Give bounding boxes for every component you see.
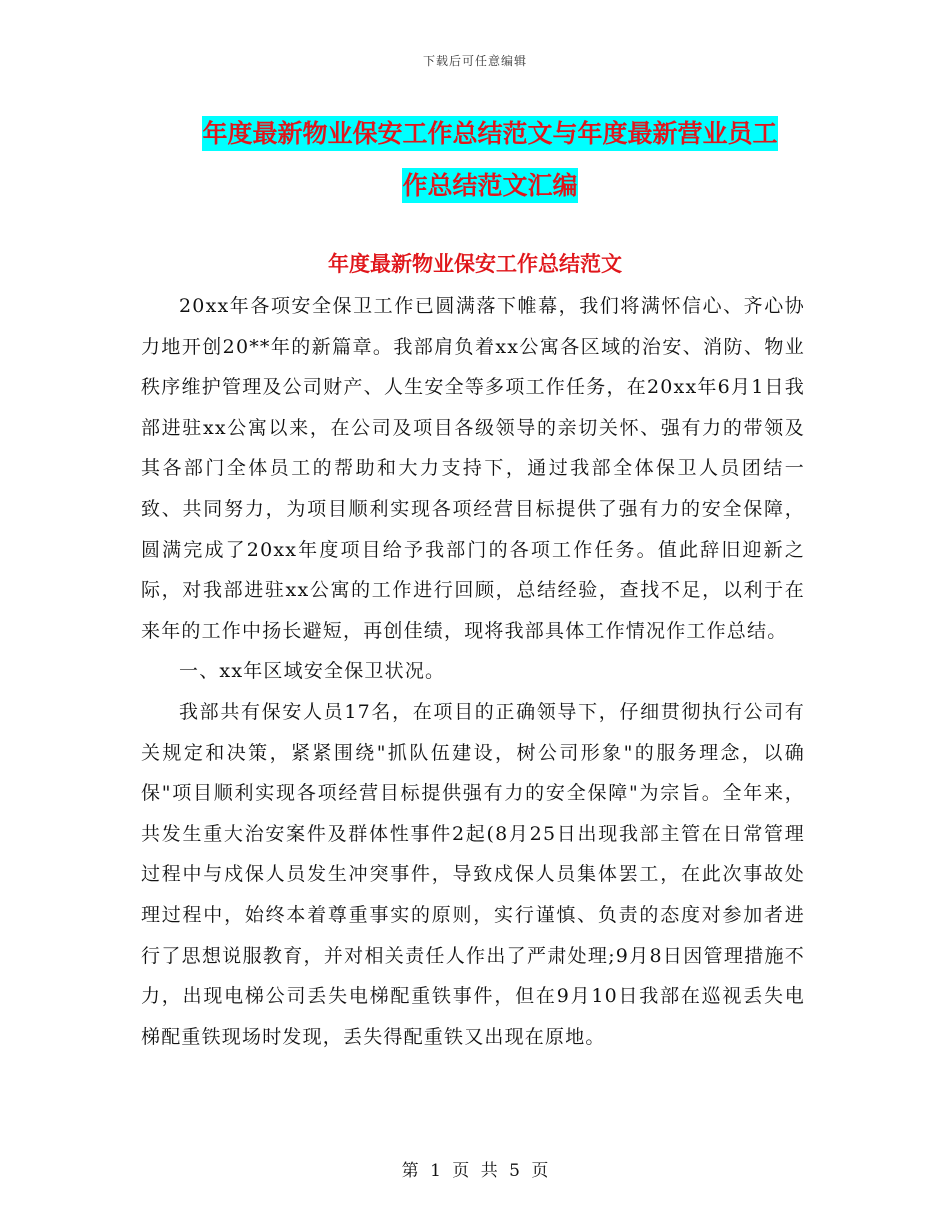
document-body [141,286,805,1057]
document-title [180,108,800,212]
paragraph-security-status: 我部共有保安人员17名，在项目的正确领导下，仔细贯彻执行公司有关规定和决策，紧紧围绕"抓队伍建设，树公司形象"的服务理念，以确保"项目顺利实现各项经营目标提供强有力的安全保障"为宗旨。全年来，共发生重大治安案件及群体性事件2起(8月25日出现我部主管在日常管理过程中与戍保人员发生冲突事件，导致戍保人员集体罢工，在此次事故处理过程中，始终本着尊重事实的原则，实行谨慎、负责的态度对参加者进行了思想说服教育，并对相关责任人作出了严肃处理;9月8日因管理措施不力，出现电梯公司丢失电梯配重铁事件，但在9月10日我部在巡视丢失电梯配重铁现场时发现，丢失得配重铁又出现在原地。 [141,700,805,1048]
document-title-line-1: 年度最新物业保安工作总结范文与年度最新营业员工 [202,116,777,151]
page-number: 第 1 页 共 5 页 [401,1161,549,1181]
paragraph-heading-1: 一、xx年区域安全保卫状况。 [179,660,446,683]
section-title: 年度最新物业保安工作总结范文 [328,252,622,276]
paragraph-intro: 20xx年各项安全保卫工作已圆满落下帷幕，我们将满怀信心、齐心协力地开创20**年的新篇章。我部肩负着xx公寓各区域的治安、消防、物业秩序维护管理及公司财产、人生安全等多项工作任务，在20xx年6月1日我部进驻xx公寓以来，在公司及项目各级领导的亲切关怀、强有力的带领及其各部门全体员工的帮助和大力支持下，通过我部全体保卫人员团结一致、共同努力，为项目顺利实现各项经营目标提供了强有力的安全保障，圆满完成了20xx年度项目给予我部门的各项工作任务。值此辞旧迎新之际，对我部进驻xx公寓的工作进行回顾，总结经验，查找不足，以利于在来年的工作中扬长避短，再创佳绩，现将我部具体工作情况作工作总结。 [141,295,805,642]
document-title-line-2: 作总结范文汇编 [402,168,577,203]
header-note: 下载后可任意编辑 [422,54,527,68]
